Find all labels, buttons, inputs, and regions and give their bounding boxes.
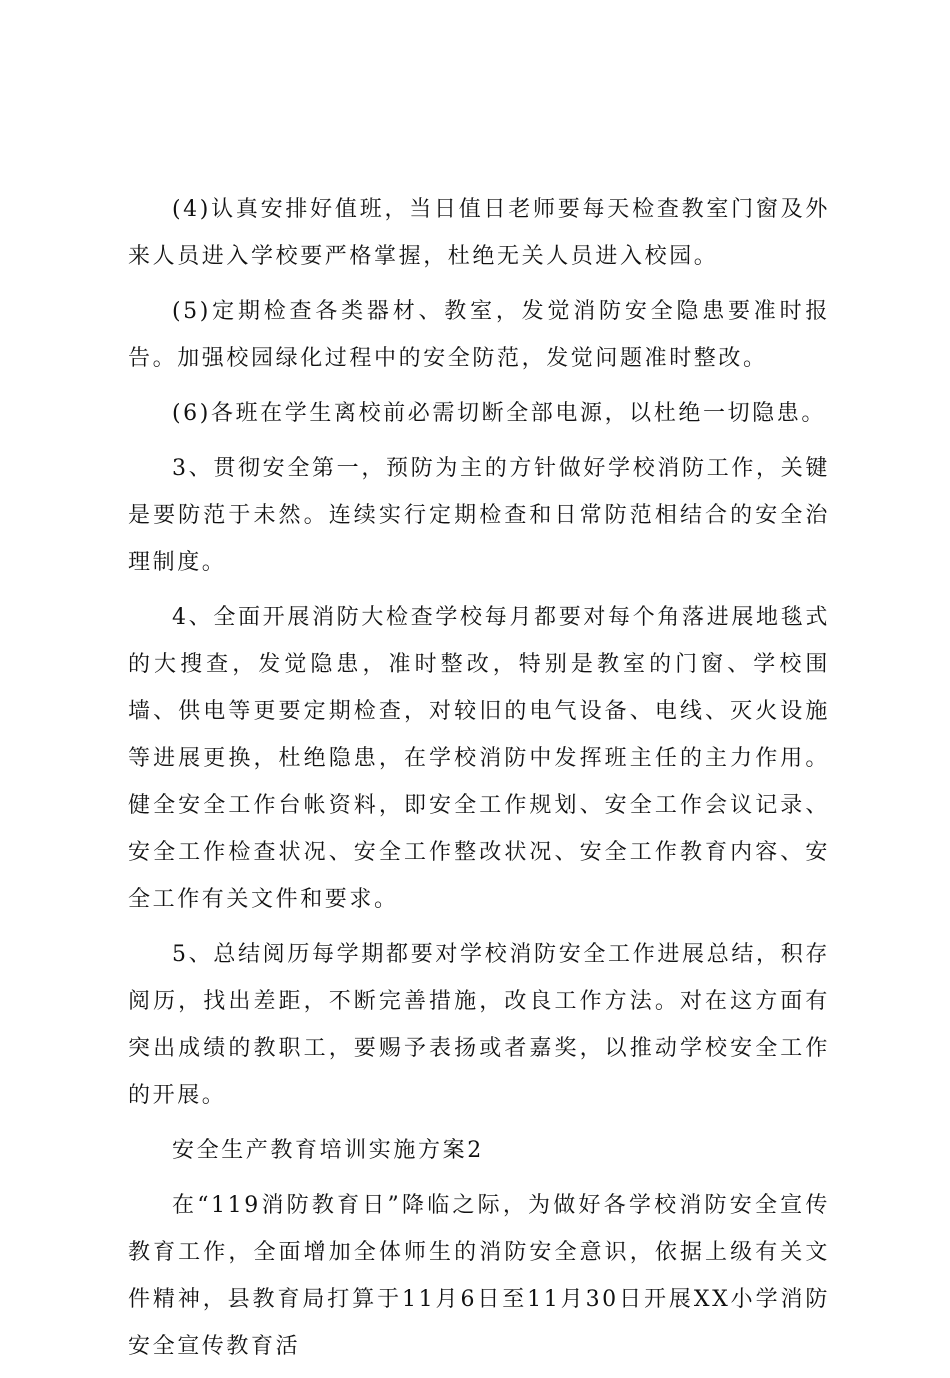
paragraph-intro: 在“119消防教育日”降临之际，为做好各学校消防安全宣传教育工作，全面增加全体师生的消防安全意识，依据上级有关文件精神，县教育局打算于11月6日至11月30日开展XX小学消防安全宣传教育活 bbox=[128, 1193, 830, 1359]
paragraph-section-5: 5、总结阅历每学期都要对学校消防安全工作进展总结，积存阅历，找出差距，不断完善措施，改良工作方法。对在这方面有突出成绩的教职工，要赐予表扬或者嘉奖，以推动学校安全工作的开展。 bbox=[128, 942, 830, 1108]
paragraph-item-4: (4)认真安排好值班，当日值日老师要每天检查教室门窗及外来人员进入学校要严格掌握，杜绝无关人员进入校园。 bbox=[128, 197, 830, 269]
document-body bbox=[128, 186, 830, 1378]
paragraph-section-4: 4、全面开展消防大检查学校每月都要对每个角落进展地毯式的大搜查，发觉隐患，准时整改，特别是教室的门窗、学校围墙、供电等更要定期检查，对较旧的电气设备、电线、灭火设施等进展更换，杜绝隐患，在学校消防中发挥班主任的主力作用。健全安全工作台帐资料，即安全工作规划、安全工作会议记录、安全工作检查状况、安全工作整改状况、安全工作教育内容、安全工作有关文件和要求。 bbox=[128, 605, 830, 912]
paragraph-section-3: 3、贯彻安全第一，预防为主的方针做好学校消防工作，关键是要防范于未然。连续实行定期检查和日常防范相结合的安全治理制度。 bbox=[128, 456, 830, 575]
paragraph-item-5: (5)定期检查各类器材、教室，发觉消防安全隐患要准时报告。加强校园绿化过程中的安全防范，发觉问题准时整改。 bbox=[128, 299, 830, 371]
paragraph-item-6: (6)各班在学生离校前必需切断全部电源，以杜绝一切隐患。 bbox=[172, 401, 826, 426]
section-heading: 安全生产教育培训实施方案2 bbox=[172, 1138, 484, 1163]
